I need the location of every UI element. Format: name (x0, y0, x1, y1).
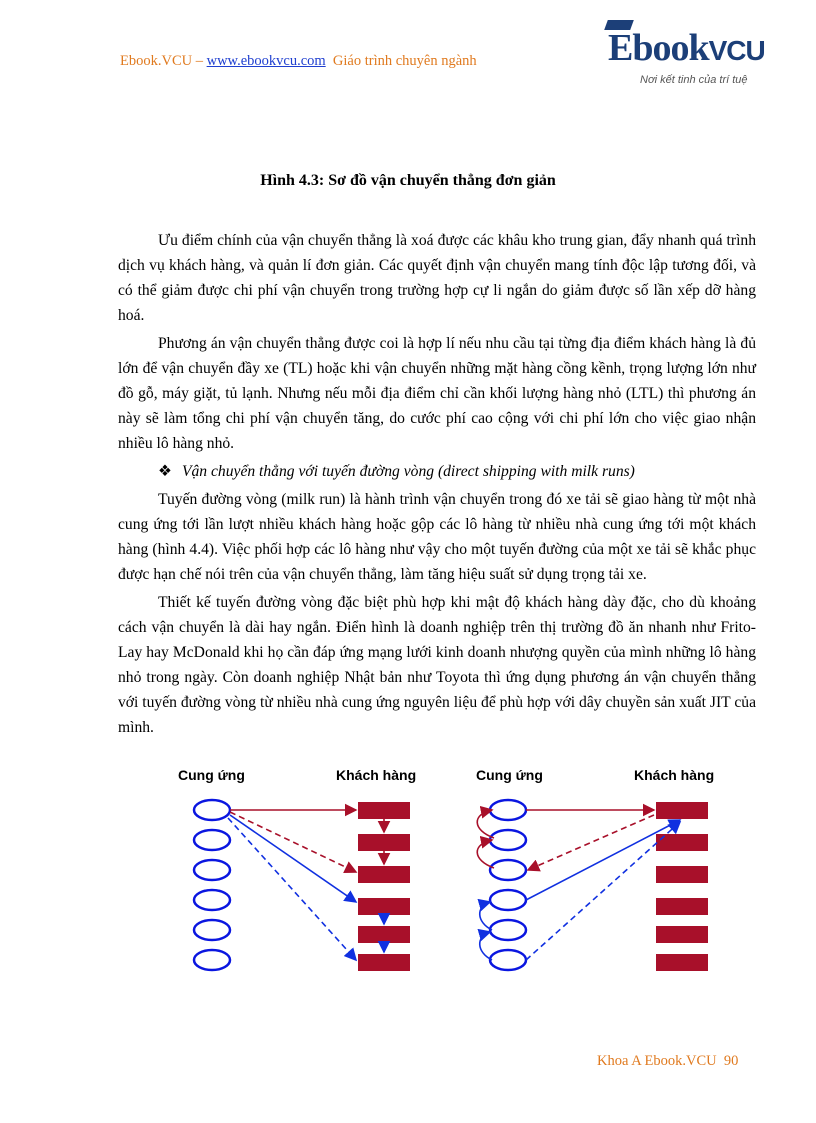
right-supplier-label: Cung ứng (476, 767, 543, 783)
site-name: Ebook.VCU – (120, 53, 207, 69)
customer-node (358, 954, 410, 971)
paragraph-2: Phương án vận chuyển thẳng được coi là hợp lí nếu nhu cầu tại từng địa điểm khách hàng là đủ lớn để vận chuyển đầy xe (TL) hoặc khi vận chuyển những mặt hàng cồng kềnh, trọng lượng lớn như đồ gỗ, máy giặt, tủ lạnh. Nhưng nếu mỗi địa điểm chỉ cần khối lượng hàng nhỏ (LTL) thì phương án này sẽ làm tổng chi phí vận chuyển tăng, do cước phí cao cộng với chi phí lớn cho việc giao nhận nhiều lô hàng nhỏ. (118, 335, 756, 452)
body-text (118, 228, 756, 743)
customer-node (358, 866, 410, 883)
bullet-heading: ❖ Vận chuyển thẳng với tuyến đường vòng (direct shipping with milk runs) (158, 463, 635, 480)
customer-node (358, 898, 410, 915)
customer-node (656, 926, 708, 943)
supplier-node (490, 800, 526, 820)
site-url-link[interactable]: www.ebookvcu.com (206, 53, 326, 69)
supplier-node (194, 830, 230, 850)
page-number: 90 (723, 1053, 739, 1069)
supplier-node (490, 890, 526, 910)
milk-run-diagram (150, 760, 750, 990)
page-header (120, 53, 477, 70)
supplier-node (194, 800, 230, 820)
paragraph-4: Thiết kế tuyến đường vòng đặc biệt phù hợp khi mật độ khách hàng dày đặc, cho dù khoảng cách vận chuyển là dài hay ngắn. Điển hình là doanh nghiệp trên thị trường đồ ăn nhanh như Frito-Lay hay McDonald khi họ cần đáp ứng mạng lưới kinh doanh nhượng quyền của mình những lô hàng nhỏ trong ngày. Còn doanh nghiệp Nhật bản như Toyota thì ứng dụng phương án vận chuyển thẳng với tuyến đường vòng từ nhiều nhà cung ứng nguyên liệu để phù hợp với dây chuyền sản xuất JIT của mình. (118, 594, 756, 736)
customer-node (656, 898, 708, 915)
ebook-vcu-logo (600, 18, 770, 98)
customer-node (358, 834, 410, 851)
customer-node (656, 866, 708, 883)
supplier-node (490, 830, 526, 850)
diamond-bullet-icon: ❖ (158, 463, 172, 480)
figure-title: Hình 4.3: Sơ đồ vận chuyển thẳng đơn giản (260, 172, 556, 189)
header-subtitle: Giáo trình chuyên ngành (332, 53, 477, 69)
left-suppliers (194, 800, 230, 970)
supplier-node (194, 950, 230, 970)
footer-text: Khoa A Ebook.VCU (597, 1053, 717, 1069)
customer-node (358, 926, 410, 943)
paragraph-1: Ưu điểm chính của vận chuyển thẳng là xoá được các khâu kho trung gian, đẩy nhanh quá trình dịch vụ khách hàng, và quản lí đơn giản. Các quyết định vận chuyển mang tính độc lập tương đối, và có thể giảm được chi phí vận chuyển trong trường hợp cự li ngắn do giảm được số lần xếp dỡ hàng hoá. (118, 232, 756, 324)
supplier-node (194, 890, 230, 910)
right-customer-label: Khách hàng (634, 767, 715, 783)
supplier-node (490, 950, 526, 970)
page-footer (597, 1053, 738, 1070)
customer-node (656, 802, 708, 819)
customer-node (358, 802, 410, 819)
supplier-node (490, 920, 526, 940)
right-customers (656, 802, 708, 971)
left-customer-label: Khách hàng (336, 767, 417, 783)
supplier-node (490, 860, 526, 880)
paragraph-3: Tuyến đường vòng (milk run) là hành trình vận chuyển trong đó xe tải sẽ giao hàng từ một nhà cung ứng tới lần lượt nhiều khách hàng hoặc gộp các lô hàng từ nhiều nhà cung ứng tới một khách hàng (hình 4.4). Việc phối hợp các lô hàng như vậy cho một tuyến đường của một xe tải sẽ khắc phục được hạn chế nói trên của vận chuyển thẳng, làm tăng hiệu suất sử dụng trọng tải xe. (118, 491, 756, 583)
supplier-node (194, 860, 230, 880)
supplier-node (194, 920, 230, 940)
left-supplier-label: Cung ứng (178, 767, 245, 783)
right-routes (477, 810, 680, 960)
right-suppliers (490, 800, 526, 970)
logo-wordmark: EbookVCU (608, 27, 765, 69)
logo-tagline: Nơi kết tinh của trí tuệ (640, 74, 748, 86)
customer-node (656, 954, 708, 971)
